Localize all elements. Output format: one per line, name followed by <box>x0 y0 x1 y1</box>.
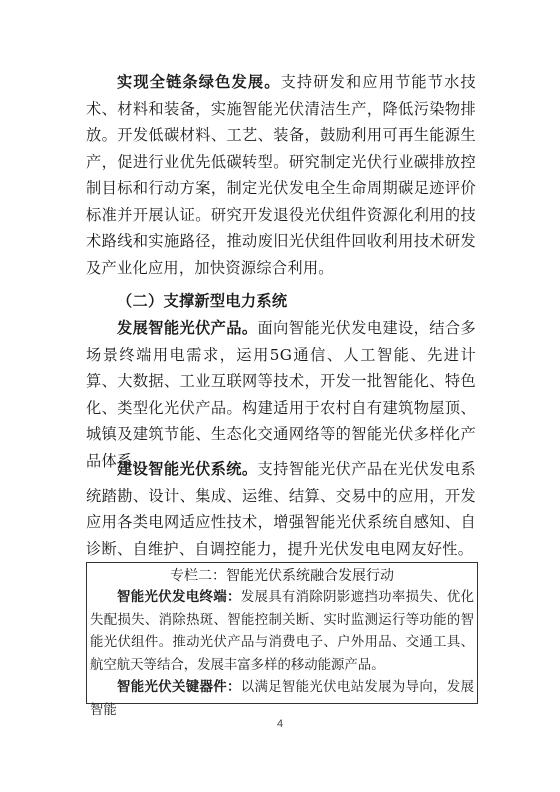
paragraph-smart-pv-system <box>86 456 476 562</box>
box-item-body: 发展具有消除阴影遮挡功率损失、优化失配损失、消除热斑、智能控制关断、实时监测运行等功能的智能光伏组件。推动光伏产品与消费电子、户外用品、交通工具、航空航天等结合，发展丰富多样的移动能源产品。 <box>90 590 475 673</box>
box-item-lead: 智能光伏关键器件： <box>117 680 241 696</box>
box-item <box>90 587 474 677</box>
sidebar-box <box>86 562 478 718</box>
paragraph-body: 支持智能光伏产品在光伏发电系统踏勘、设计、集成、运维、结算、交易中的应用，开发应用各类电网适应性技术，增强智能光伏系统自感知、自诊断、自维护、自调控能力，提升光伏发电电网友好性。 <box>86 460 476 558</box>
box-item-lead: 智能光伏发电终端： <box>117 590 241 605</box>
box-title: 专栏二：智能光伏系统融合发展行动 <box>170 568 394 584</box>
paragraph-lead: 发展智能光伏产品。 <box>117 319 258 337</box>
paragraph-lead: 实现全链条绿色发展。 <box>117 73 281 91</box>
box-item-body: 以满足智能光伏电站发展为导向，发展智能 <box>90 680 475 718</box>
page-number: 4 <box>276 718 284 730</box>
paragraph-lead: 建设智能光伏系统。 <box>117 460 258 478</box>
section-heading: （二）支撑新型电力系统 <box>117 292 288 310</box>
paragraph-green-development <box>86 69 476 281</box>
paragraph-smart-pv-products <box>86 315 476 474</box>
box-item <box>90 677 474 722</box>
paragraph-body: 支持研发和应用节能节水技术、材料和装备，实施智能光伏清洁生产，降低污染物排放。开发低碳材料、工艺、装备，鼓励利用可再生能源生产，促进行业优先低碳转型。研究制定光伏行业碳排放控制目标和行动方案，制定光伏发电全生命周期碳足迹评价标准并开展认证。研究开发退役光伏组件资源化利用的技术路线和实施路径，推动废旧光伏组件回收利用技术研发及产业化应用，加快资源综合利用。 <box>86 73 476 277</box>
paragraph-body: 面向智能光伏发电建设，结合多场景终端用电需求，运用5G通信、人工智能、先进计算、大数据、工业互联网等技术，开发一批智能化、特色化、类型化光伏产品。构建适用于农村自有建筑物屋顶、城镇及建筑节能、生态化交通网络等的智能光伏多样化产品体系。 <box>86 319 476 470</box>
